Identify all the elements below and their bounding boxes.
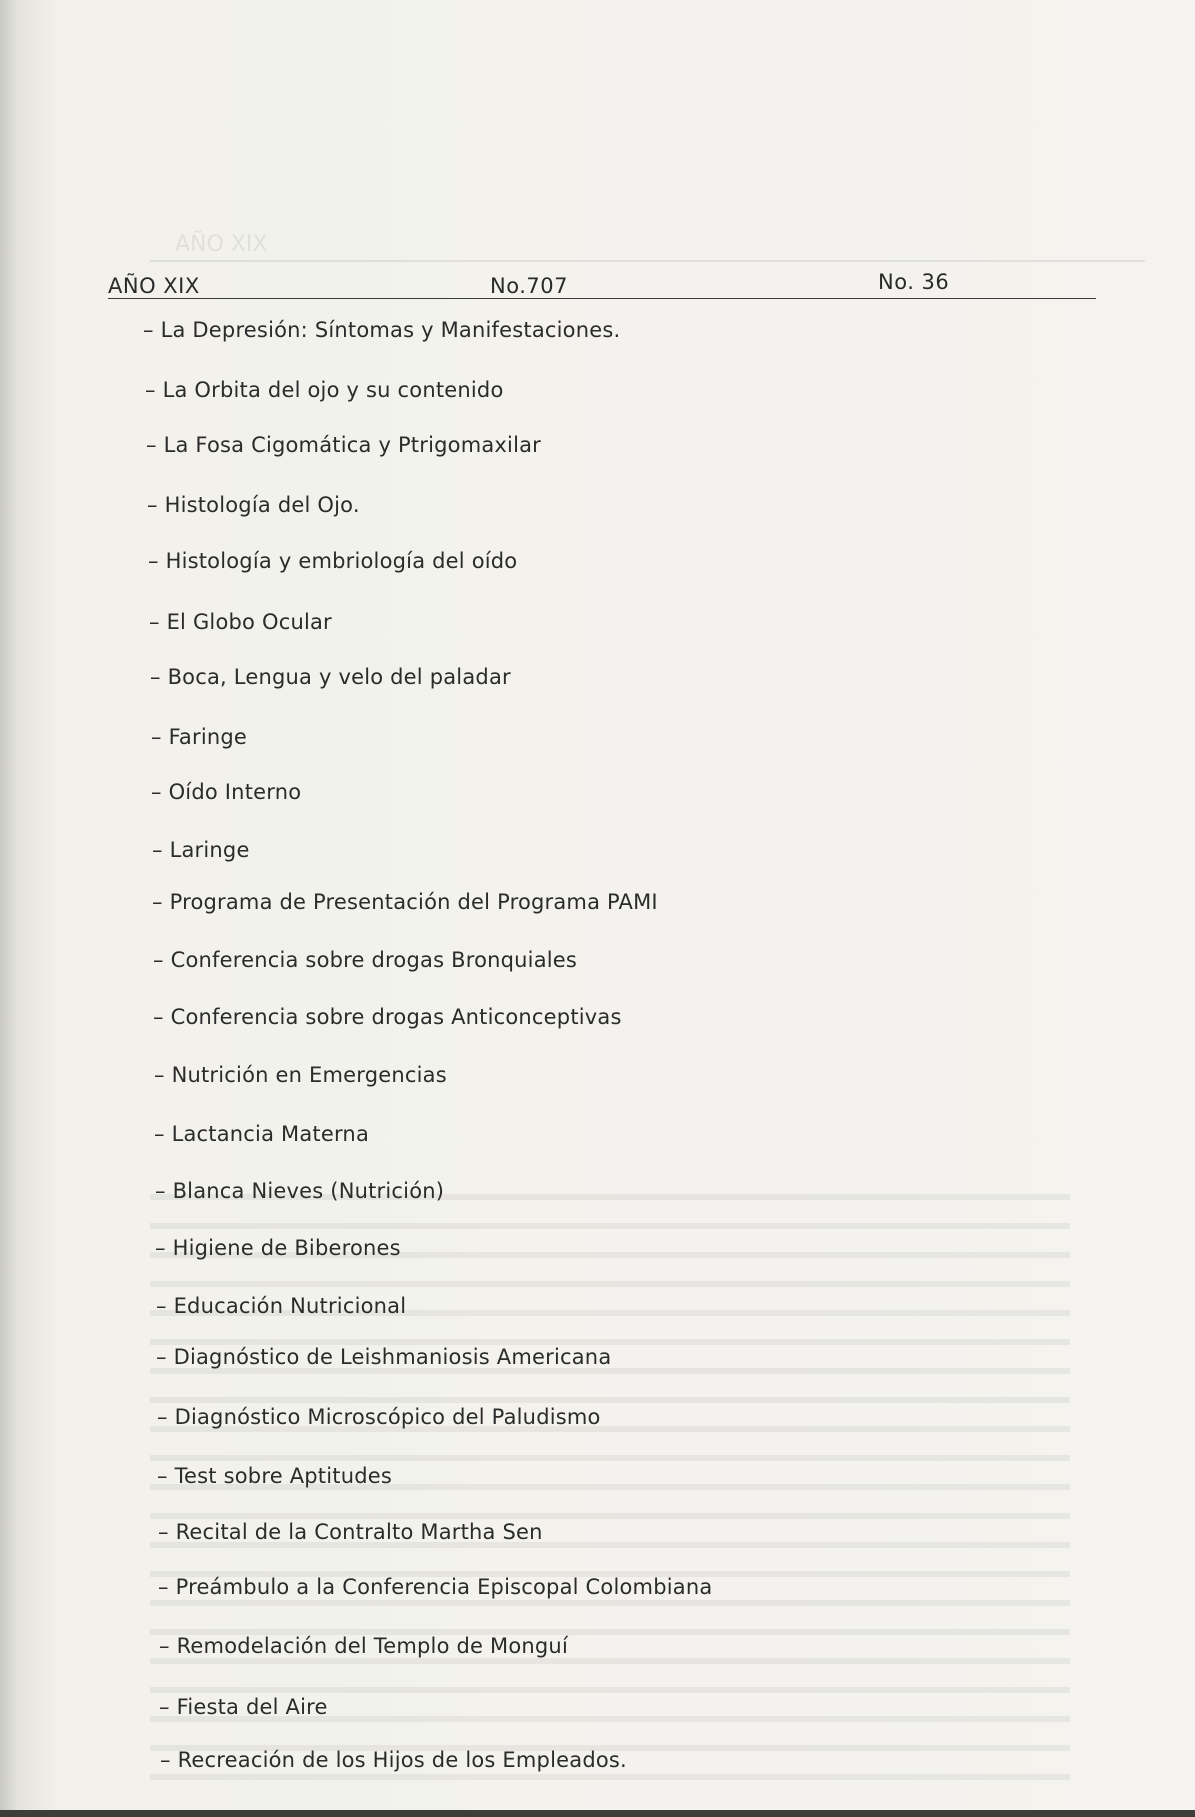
header-rule (108, 298, 1096, 299)
list-item: – Histología y embriología del oído (148, 549, 518, 573)
bleed-through-text: AÑO XIX (175, 232, 918, 257)
list-item: – Recital de la Contralto Martha Sen (158, 1520, 543, 1544)
list-item: – La Orbita del ojo y su contenido (145, 378, 504, 402)
list-item: – Diagnóstico de Leishmaniosis Americana (156, 1345, 612, 1369)
list-item: – Diagnóstico Microscópico del Paludismo (157, 1405, 601, 1429)
list-item: – Conferencia sobre drogas Bronquiales (153, 948, 578, 972)
header-sheet-number: No. 36 (878, 270, 950, 294)
list-item: – Lactancia Materna (154, 1122, 370, 1146)
list-item: – Laringe (152, 838, 250, 862)
list-item: – Faringe (151, 725, 248, 749)
page-header (108, 268, 1096, 300)
bleed-through-rule (150, 260, 1145, 262)
bleed-through-heading (150, 752, 158, 780)
list-item: – Fiesta del Aire (159, 1695, 328, 1719)
list-item: – La Depresión: Síntomas y Manifestaciones. (143, 318, 621, 342)
list-item: – Remodelación del Templo de Monguí (159, 1634, 568, 1658)
list-item: – Blanca Nieves (Nutrición) (155, 1179, 445, 1203)
list-item: – Oído Interno (151, 780, 302, 804)
list-item: – Higiene de Biberones (155, 1236, 401, 1260)
list-item: – Recreación de los Hijos de los Empleados. (160, 1748, 627, 1772)
list-item: – La Fosa Cigomática y Ptrigomaxilar (146, 433, 542, 457)
list-item: – Programa de Presentación del Programa PAMI (152, 890, 658, 914)
list-item: – Test sobre Aptitudes (157, 1464, 392, 1488)
scan-bottom-edge (0, 1810, 1195, 1817)
list-item: – Conferencia sobre drogas Anticonceptivas (153, 1005, 622, 1029)
list-item: – Histología del Ojo. (147, 493, 360, 517)
list-item: – Boca, Lengua y velo del paladar (150, 665, 511, 689)
list-item: – El Globo Ocular (149, 610, 332, 634)
list-item: – Nutrición en Emergencias (154, 1063, 447, 1087)
header-number: No.707 (490, 274, 568, 298)
list-item: – Educación Nutricional (156, 1294, 407, 1318)
list-item: – Preámbulo a la Conferencia Episcopal Colombiana (158, 1575, 713, 1599)
header-year: AÑO XIX (108, 274, 200, 298)
